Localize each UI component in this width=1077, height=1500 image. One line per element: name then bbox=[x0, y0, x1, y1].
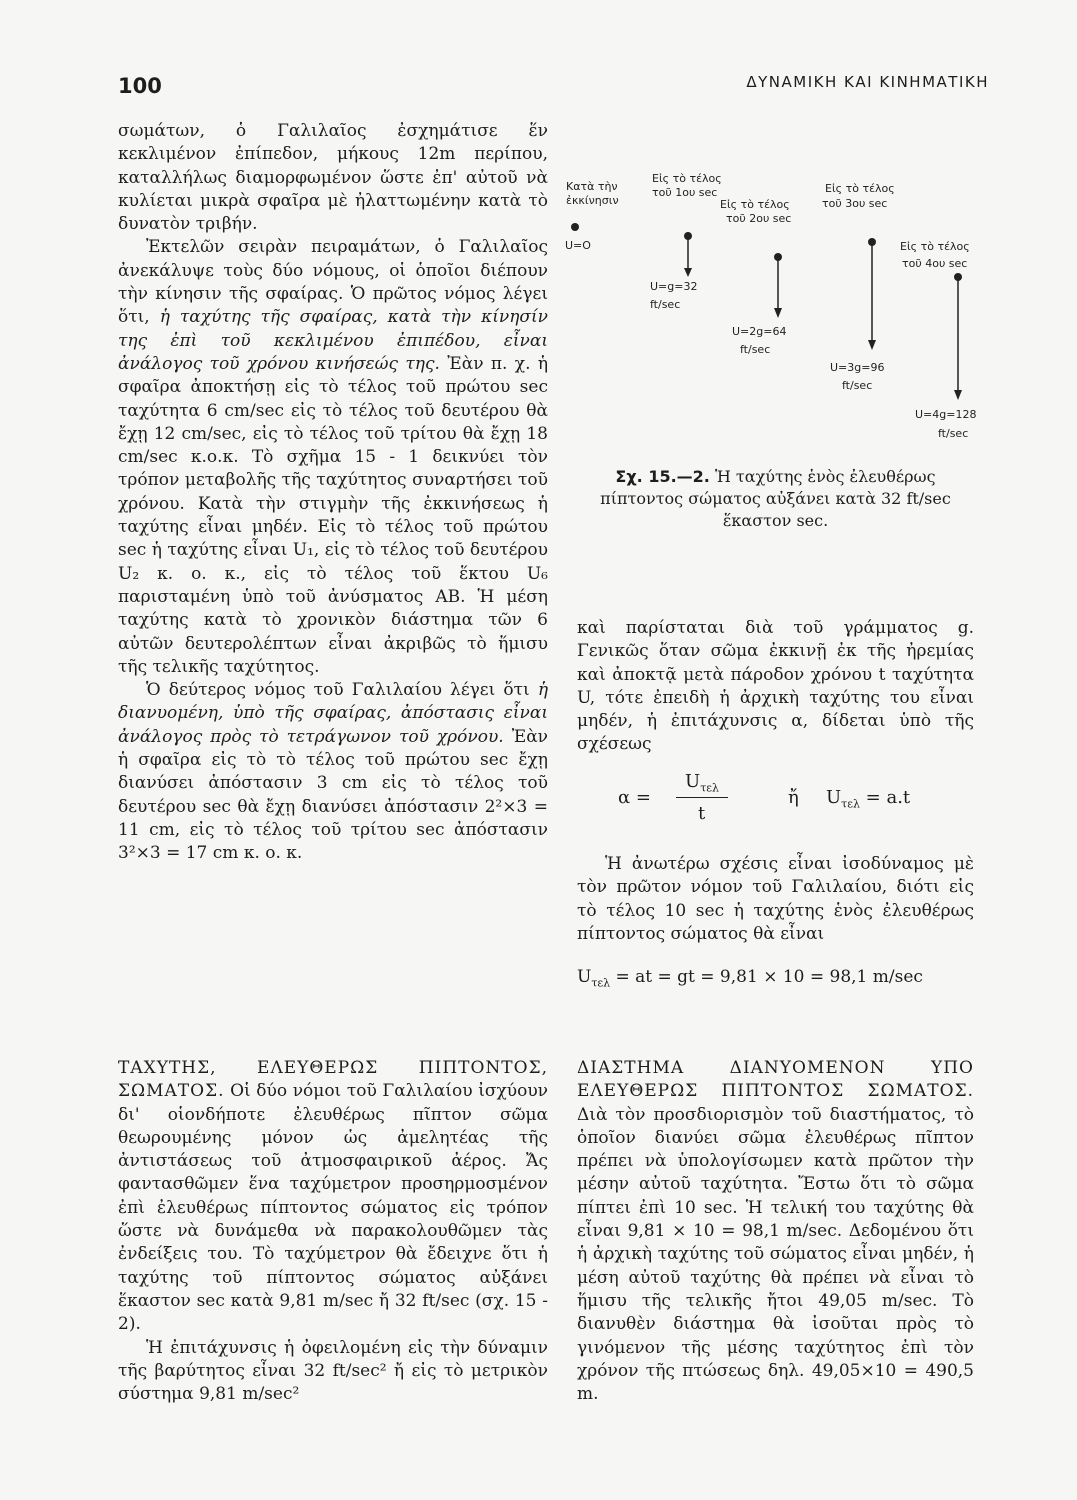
formula-alpha: α = bbox=[618, 787, 651, 808]
figure-caption bbox=[577, 466, 974, 532]
fig-v2-line2: ft/sec bbox=[740, 343, 771, 356]
acceleration-formula bbox=[618, 771, 978, 831]
caption-label: Σχ. 15.—2. bbox=[615, 467, 710, 486]
fig-end3-line2: τοῦ 3ου sec bbox=[822, 197, 888, 210]
right-column-top bbox=[577, 617, 974, 757]
fig-dot-2 bbox=[774, 253, 782, 261]
fig-v1-line2: ft/sec bbox=[650, 298, 681, 311]
velocity-equation: $U_{\tau\varepsilon\lambda}$ = at = gt = 9,81 × 10 = 98,1 m/sec bbox=[577, 967, 923, 990]
left-paragraph-3 bbox=[118, 679, 548, 865]
fig-end4-line1: Εἰς τὸ τέλος bbox=[900, 240, 970, 253]
section2-text-1: Διὰ τὸν προσδιορισμὸν τοῦ διαστήματος, τὸ ὁποῖον διανύει σῶμα ἐλευθέρως πῖπτον πρέπει νὰ ὑπολογίσωμεν κατὰ πρῶτον τὴν μέσην αὐτοῦ ταχύτητα. Ἔστω ὅτι τὸ σῶμα πίπτει ἐπὶ 10 sec. Ἡ τελική του ταχύτης θὰ εἶναι 9,81 × 10 = 98,1 m/sec. Δεδομένου ὅτι ἡ ἀρχικὴ ταχύτης τοῦ σώματος εἶναι μηδέν, ἡ μέση αὐτοῦ ταχύτης θὰ πρέπει νὰ εἶναι τὸ ἥμισυ τῆς τελικῆς ἤτοι 49,05 m/sec. Τὸ διανυθὲν διάστημα θὰ ἰσοῦται πρὸς τὸ γινόμενον τῆς μέσης ταχύτητος ἐπὶ τὸν χρόνον τῆς πτώσεως δηλ. 49,05×10 = 490,5 m. bbox=[577, 1104, 974, 1405]
fig-v4-line2: ft/sec bbox=[938, 427, 969, 440]
section1-paragraph-2: Ἡ ἐπιτάχυνσις ἡ ὀφειλομένη εἰς τὴν δύναμιν τῆς βαρύτητος εἶναι 32 ft/sec² ἤ εἰς τὸ μετρικὸν σύστημα 9,81 m/sec² bbox=[118, 1337, 548, 1405]
right-paragraph-2: Ἡ ἀνωτέρω σχέσις εἶναι ἰσοδύναμος μὲ τὸν πρῶτον νόμον τοῦ Γαλιλαίου, διότι εἰς τὸ τέλος 10 sec ἡ ταχύτης ἑνὸς ἐλευθέρως πίπτοντος σώματος θὰ εἶναι bbox=[577, 854, 974, 944]
fig-start-dot bbox=[571, 223, 579, 231]
section-falling-velocity bbox=[118, 1057, 548, 1406]
left-paragraph-2 bbox=[118, 236, 548, 679]
running-head: ΔΥΝΑΜΙΚΗ ΚΑΙ ΚΙΝΗΜΑΤΙΚΗ bbox=[746, 73, 989, 91]
fig-v4-line1: U=4g=128 bbox=[915, 408, 977, 421]
falling-body-figure bbox=[560, 160, 990, 450]
section1-text-1: Οἱ δύο νόμοι τοῦ Γαλιλαίου ἰσχύουν δι' οἱονδήποτε ἐλευθέρως πῖπτον σῶμα θεωρουμένης μόνον ὡς ἀμελητέας τῆς ἀντιστάσεως τοῦ ἀτμοσφαιρικοῦ ἀέρος. Ἄς φαντασθῶμεν ἕνα ταχύμετρον προσηρμοσμένον ἐπὶ ἐλευθέρως πίπτοντος σώματος εἰς τρόπον ὥστε νὰ δυνάμεθα νὰ παρακολουθῶμεν τὰς ἐνδείξεις του. Τὸ ταχύμετρον θὰ ἔδειχνε ὅτι ἡ ταχύτης τοῦ πίπτοντος σώματος αὐξάνει ἕκαστον sec κατὰ 9,81 m/sec ἤ 32 ft/sec (σχ. 15 - 2). bbox=[118, 1081, 549, 1335]
numerator-sub: τελ bbox=[700, 781, 719, 795]
right-column-middle bbox=[577, 853, 974, 995]
right-paragraph-1: καὶ παρίσταται διὰ τοῦ γράμματος g. Γενικῶς ὅταν σῶμα ἐκκινῇ ἐκ τῆς ἠρεμίας καὶ ἀποκτᾷ μετὰ πάροδον χρόνου t ταχύτητα U, τότε ἐπειδὴ ἡ ἀρχικὴ ταχύτης του εἶναι μηδέν, ἡ ἐπιτάχυνσις α, δίδεται ὑπὸ τῆς σχέσεως bbox=[577, 618, 974, 755]
left-p2-text-c: Ἐὰν π. χ. ἡ σφαῖρα ἀποκτήσῃ εἰς τὸ τέλος τοῦ πρώτου sec ταχύτητα 6 cm/sec εἰς τὸ τέλος τοῦ δευτέρου θὰ ἔχῃ 12 cm/sec, εἰς τὸ τέλος τοῦ τρίτου θὰ ἔχῃ 18 cm/sec κ.ο.κ. Τὸ σχῆμα 15 - 1 δεικνύει τὸν τρόπον μεταβολῆς τῆς ταχύτητος συναρτήσει τοῦ χρόνου. Κατὰ τὴν στιγμὴν τῆς ἐκκινήσεως ἡ ταχύτης εἶναι μηδέν. Εἰς τὸ τέλος τοῦ πρώτου sec ἡ ταχύτης εἶναι U₁, εἰς τὸ τέλος τοῦ δευτέρου U₂ κ. ο. κ., εἰς τὸ τέλος τοῦ ἕκτου U₆ παρισταμένη ὑπὸ τοῦ ἀνύσματος AB. Ἡ μέση ταχύτης κατὰ τὸ χρονικὸν διάστημα τῶν 6 αὐτῶν δευτερολέπτων εἶναι ἀκριβῶς τὸ ἥμισυ τῆς τελικῆς ταχύτητος. bbox=[118, 353, 548, 677]
fig-end1-line1: Εἰς τὸ τέλος bbox=[652, 172, 722, 185]
velocity-sub: τελ bbox=[591, 976, 611, 990]
fig-arrowhead-2 bbox=[774, 308, 782, 318]
fig-v2-line1: U=2g=64 bbox=[732, 325, 787, 338]
section2-paragraph-1 bbox=[577, 1057, 974, 1406]
fig-end1-line2: τοῦ 1ου sec bbox=[652, 186, 718, 199]
section1-heading: ΤΑΧΥΤΗΣ, ΕΛΕΥΘΕΡΩΣ ΠΙΠΤΟΝΤΟΣ, ΣΩΜΑΤΟΣ. bbox=[118, 1058, 548, 1102]
formula-rhs-tail: = a.t bbox=[865, 787, 911, 808]
rhs-sub: τελ bbox=[841, 797, 860, 811]
left-p3-text-c: Ἐὰν ἡ σφαῖρα εἰς τὸ τὸ τέλος τοῦ πρώτου sec ἔχῃ διανύσει ἀπόστασιν 3 cm εἰς τὸ τέλος τοῦ δευτέρου sec θὰ ἔχῃ διανύσει ἀπόστασιν 2²×3 = 11 cm, εἰς τὸ τέλος τοῦ τρίτου sec ἀπόστασιν 3²×3 = 17 cm κ. ο. κ. bbox=[118, 726, 549, 864]
fig-arrowhead-1 bbox=[684, 268, 692, 277]
fig-dot-1 bbox=[684, 232, 692, 240]
fig-end3-line1: Εἰς τὸ τέλος bbox=[825, 182, 895, 195]
left-p3-text-a: Ὁ δεύτερος νόμος τοῦ Γαλιλαίου λέγει ὅτι bbox=[146, 680, 530, 701]
section-falling-distance bbox=[577, 1057, 974, 1406]
left-p2-text-a: Ἐκτελῶν σειρὰν πειραμάτων, ὁ Γαλιλαῖος ἀνεκάλυψε τοὺς δύο νόμους, οἱ ὁποῖοι διέπουν τὴν κίνησιν τῆς σφαίρας. Ὁ πρῶτος νόμος λέγει ὅτι, bbox=[118, 237, 548, 328]
fig-dot-4 bbox=[954, 273, 962, 281]
fig-start-label-2: ἐκκίνησιν bbox=[566, 194, 619, 207]
fig-end2-line2: τοῦ 2ου sec bbox=[726, 212, 792, 225]
fig-v3-line1: U=3g=96 bbox=[830, 361, 885, 374]
fig-v3-line2: ft/sec bbox=[842, 379, 873, 392]
fig-arrowhead-4 bbox=[954, 390, 962, 400]
formula-or: ἤ bbox=[788, 787, 799, 808]
fig-start-label-1: Κατὰ τὴν bbox=[566, 180, 618, 193]
fig-dot-3 bbox=[868, 238, 876, 246]
fig-arrowhead-3 bbox=[868, 340, 876, 350]
formula-fraction-line bbox=[676, 797, 728, 798]
caption-text: Ἡ ταχύτης ἑνὸς ἐλευθέρως πίπτοντος σώματος αὐξάνει κατὰ 32 ft/sec ἕκαστον sec. bbox=[600, 467, 951, 530]
left-paragraph-1: σωμάτων, ὁ Γαλιλαῖος ἐσχημάτισε ἕν κεκλιμένον ἐπίπεδον, μήκους 12m περίπου, καταλλήλως διαμορφωμένον ὥστε ἐπ' αὐτοῦ νὰ κυλίεται μικρὰ σφαῖρα μὲ ἠλαττωμένην κατὰ τὸ δυνατὸν τριβήν. bbox=[118, 121, 548, 235]
formula-denominator: t bbox=[698, 803, 706, 824]
second-law-italic: ἡ διανυομένη, ὑπὸ τῆς σφαίρας, ἀπόστασις εἶναι ἀνάλογος πρὸς τὸ τετράγωνον τοῦ χρόνου. bbox=[118, 680, 549, 747]
left-column bbox=[118, 120, 548, 866]
formula-numerator: $U_{\tau\varepsilon\lambda}$ bbox=[685, 771, 719, 795]
section1-paragraph-1 bbox=[118, 1057, 548, 1337]
fig-end4-line2: τοῦ 4ου sec bbox=[902, 257, 968, 270]
fig-u0: U=O bbox=[565, 239, 591, 252]
formula-rhs: $U_{\tau\varepsilon\lambda} = a.t$ bbox=[826, 787, 911, 811]
fig-v1-line1: U=g=32 bbox=[650, 280, 698, 293]
section2-heading: ΔΙΑΣΤΗΜΑ ΔΙΑΝΥΟΜΕΝΟΝ ΥΠΟ ΕΛΕΥΘΕΡΩΣ ΠΙΠΤΟΝΤΟΣ ΣΩΜΑΤΟΣ. bbox=[577, 1058, 974, 1102]
fig-end2-line1: Εἰς τὸ τέλος bbox=[720, 198, 790, 211]
first-law-italic: ἡ ταχύτης τῆς σφαίρας, κατὰ τὴν κίνησίν της ἐπὶ τοῦ κεκλιμένου ἐπιπέδου, εἶναι ἀνάλογος τοῦ χρόνου κινήσεώς της. bbox=[118, 307, 549, 374]
page-number: 100 bbox=[118, 74, 162, 98]
